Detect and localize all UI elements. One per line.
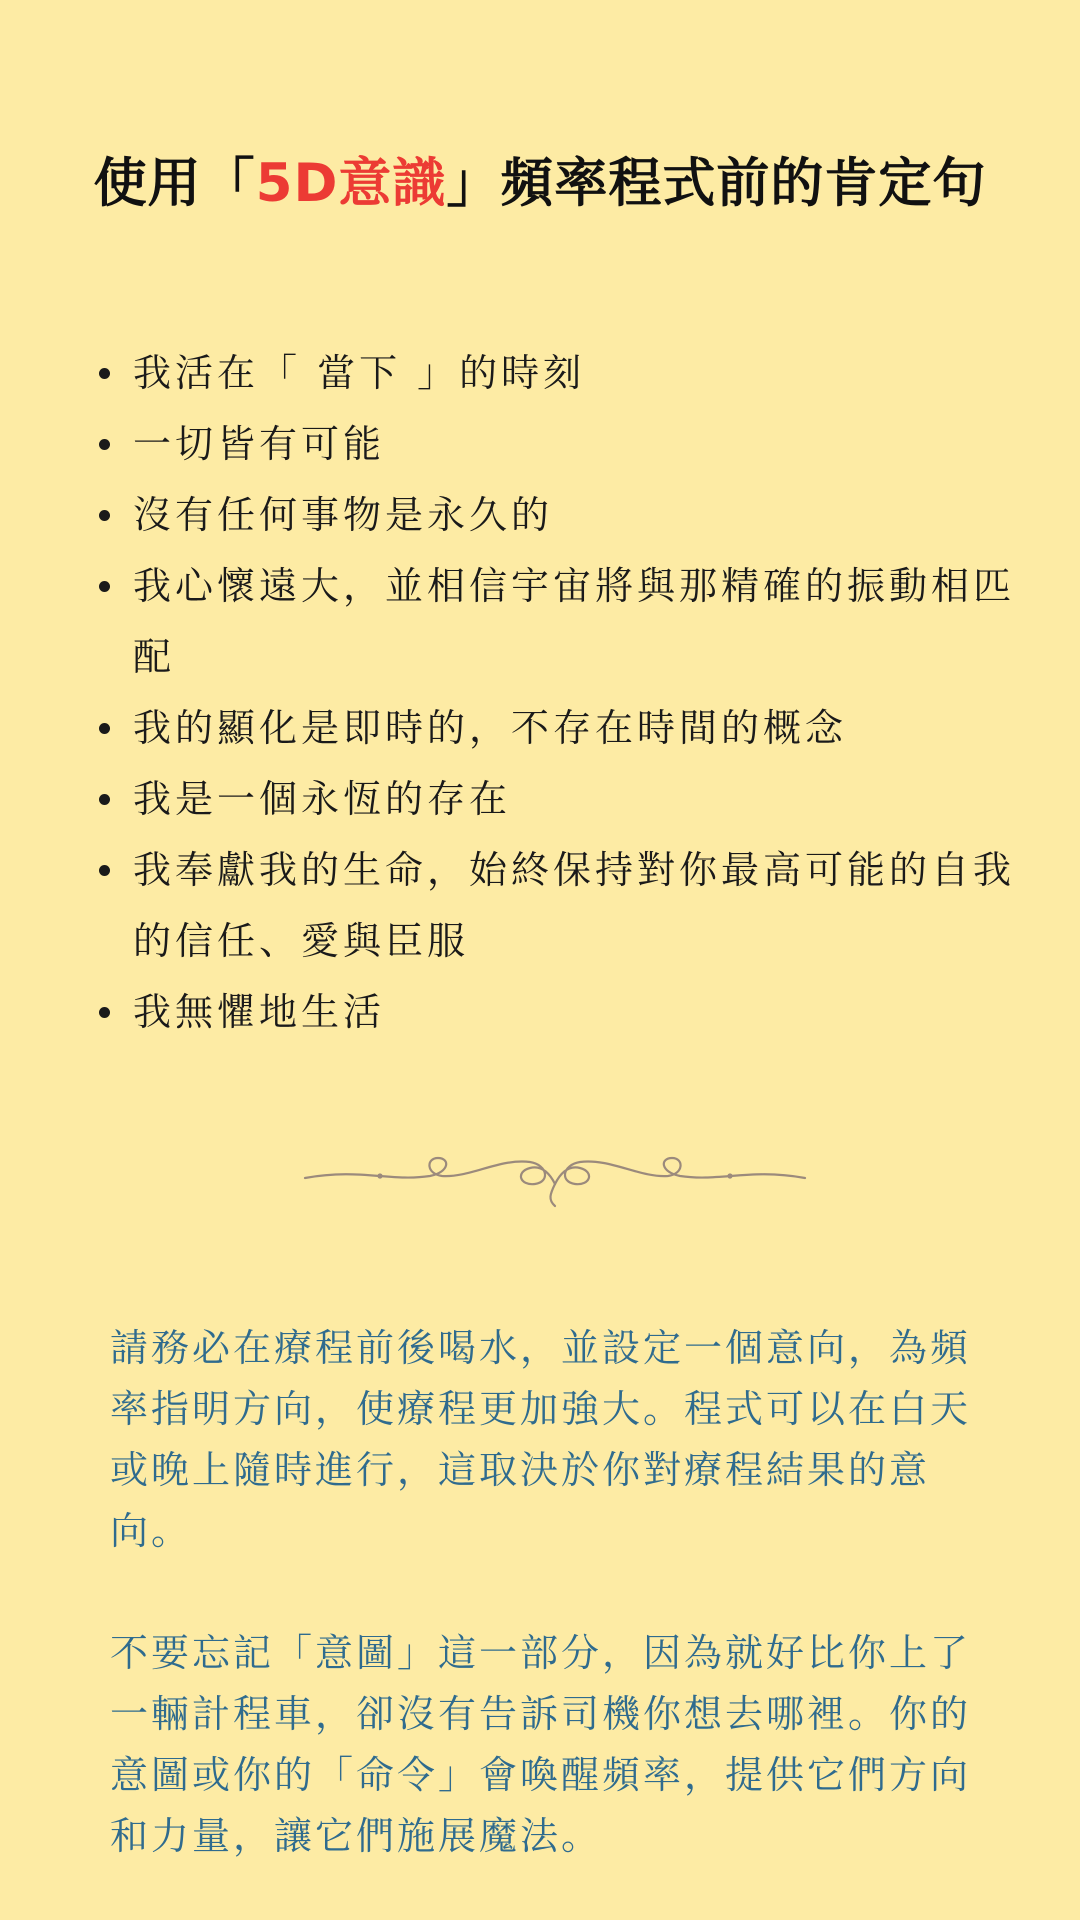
list-item: 我活在「 當下 」的時刻 xyxy=(95,338,1015,409)
list-item: 我心懷遠大，並相信宇宙將與那精確的振動相匹配 xyxy=(95,551,1015,693)
list-item: 一切皆有可能 xyxy=(95,409,1015,480)
intent-paragraph: 請務必在療程前後喝水，並設定一個意向，為頻率指明方向，使療程更加強大。程式可以在白天或晚上隨時進行，這取決於你對療程結果的意向。 xyxy=(110,1326,972,1553)
flourish-divider-icon xyxy=(300,1138,810,1208)
intention-reminder-paragraph: 不要忘記「意圖」這一部分，因為就好比你上了一輛計程車，卻沒有告訴司機你想去哪裡。你的意圖或你的「命令」會喚醒頻率，提供它們方向和力量，讓它們施展魔法。 xyxy=(110,1631,972,1858)
title-highlight: 5D意識 xyxy=(255,152,447,214)
list-item: 沒有任何事物是永久的 xyxy=(95,480,1015,551)
affirmation-list xyxy=(95,338,1015,1048)
list-item: 我無懼地生活 xyxy=(95,977,1015,1048)
list-item: 我奉獻我的生命，始終保持對你最高可能的自我的信任、愛與臣服 xyxy=(95,835,1015,977)
page-title xyxy=(0,141,1080,217)
title-prefix: 使用「 xyxy=(93,152,256,214)
title-suffix: 」頻率程式前的肯定句 xyxy=(446,152,987,214)
list-item: 我的顯化是即時的，不存在時間的概念 xyxy=(95,693,1015,764)
list-item: 我是一個永恆的存在 xyxy=(95,764,1015,835)
